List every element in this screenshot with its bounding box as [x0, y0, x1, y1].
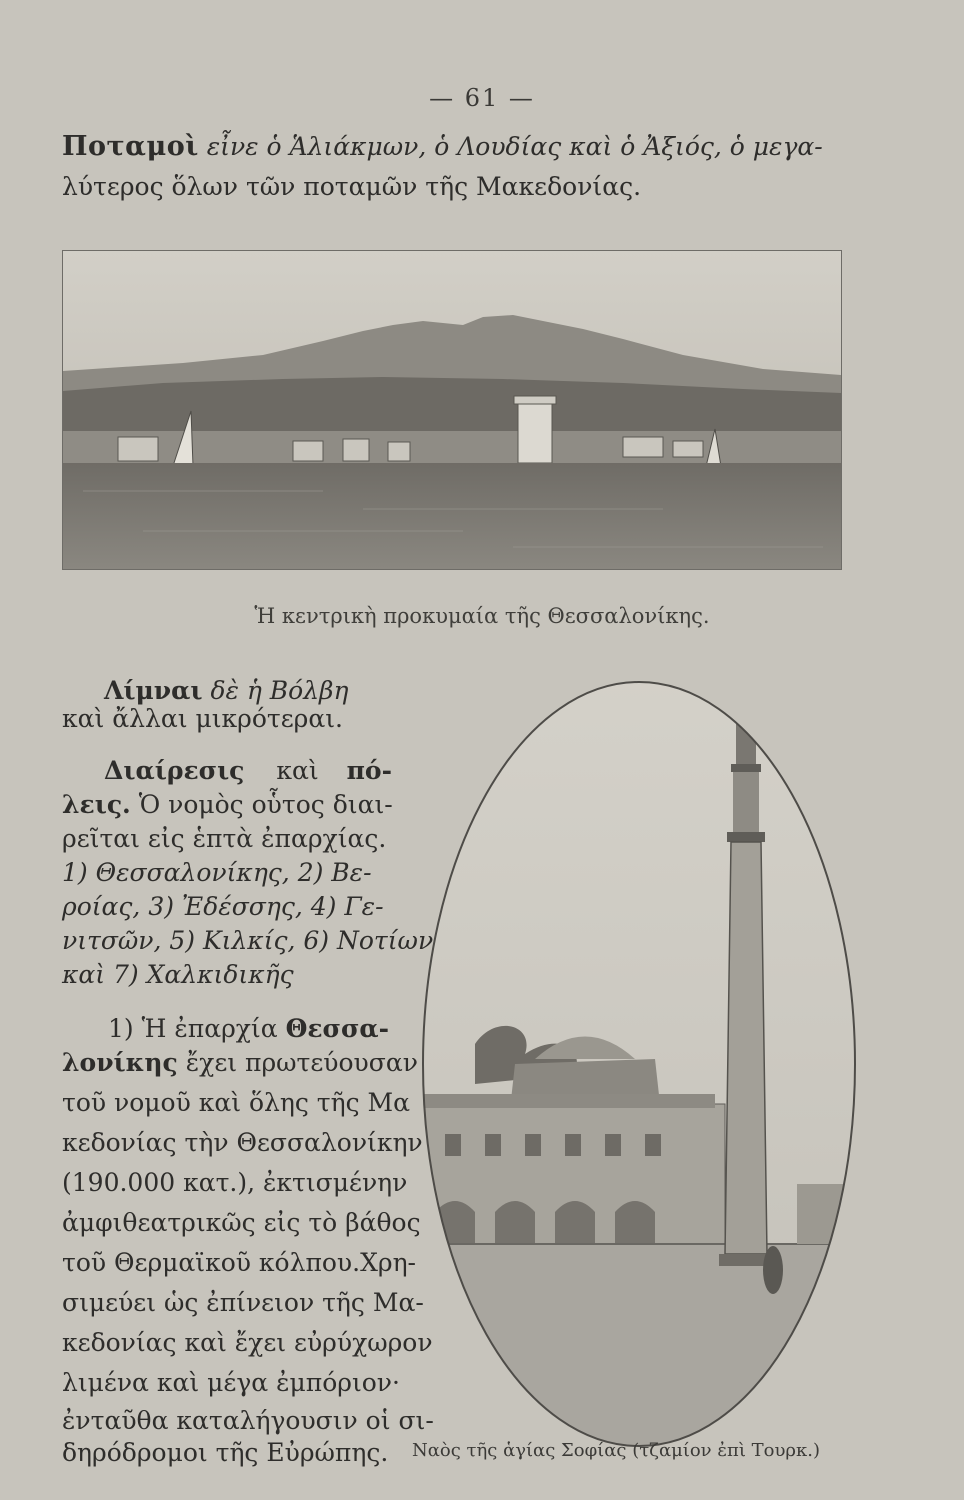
hagia-sophia-photo	[415, 664, 867, 1460]
lakes-line-1	[104, 676, 348, 706]
divisions-line-4: 1) Θεσσαλονίκης, 2) Βε-	[62, 858, 372, 887]
thess-line-1	[108, 1014, 389, 1044]
lakes-line-2: καὶ ἄλλαι μικρότεραι.	[62, 704, 343, 733]
divisions-heading-b: πό-	[346, 756, 392, 785]
thess-text-1: 1) Ἡ ἐπαρχία	[108, 1014, 278, 1043]
rivers-heading: Ποταμοὶ	[62, 131, 199, 162]
lakes-text-1: δὲ ἡ Βόλβη	[210, 676, 349, 705]
divisions-line-6: νιτσῶν, 5) Κιλκίς, 6) Νοτίων	[62, 926, 434, 955]
page-number: — 61 —	[429, 84, 535, 112]
thess-line-10: λιμένα καὶ μέγα ἐμπόριον·	[62, 1368, 400, 1397]
divisions-line-5: ροίας, 3) Ἐδέσσης, 4) Γε-	[62, 892, 384, 921]
thess-line-6: ἀμφιθεατρικῶς εἰς τὸ βάθος	[62, 1208, 421, 1237]
harbor-caption: Ἡ κεντρικὴ προκυμαία τῆς Θεσσαλονίκης.	[254, 604, 710, 628]
divisions-text-2: Ὁ νομὸς οὗτος διαι-	[138, 790, 393, 819]
divisions-heading-a: Διαίρεσις	[104, 756, 245, 785]
divisions-line-1	[104, 756, 392, 786]
thess-text-2: ἔχει πρωτεύουσαν	[185, 1048, 418, 1077]
hagia-sophia-illustration	[415, 664, 867, 1460]
divisions-line-3: ρεῖται εἰς ἑπτὰ ἐπαρχίας.	[62, 824, 387, 853]
thess-line-8: σιμεύει ὡς ἐπίνειον τῆς Μα-	[62, 1288, 424, 1317]
harbor-illustration	[63, 251, 841, 569]
thess-line-5: (190.000 κατ.), ἐκτισμένην	[62, 1168, 408, 1197]
thess-line-2	[62, 1048, 418, 1078]
thess-line-9: κεδονίας καὶ ἔχει εὐρύχωρον	[62, 1328, 433, 1357]
thess-heading-b: λονίκης	[62, 1048, 178, 1077]
divisions-line-2	[62, 790, 393, 820]
rivers-line-2: λύτερος ὅλων τῶν ποταμῶν τῆς Μακεδονίας.	[62, 172, 642, 201]
divisions-heading-kai: καὶ	[276, 756, 319, 785]
hagia-sophia-caption: Ναὸς τῆς ἁγίας Σοφίας (τζαμίον ἐπὶ Τουρκ.)	[412, 1440, 820, 1461]
divisions-heading-c: λεις.	[62, 790, 131, 819]
thess-line-7: τοῦ Θερμαϊκοῦ κόλπου.Χρη-	[62, 1248, 416, 1277]
rivers-text-1: εἶνε ὁ Ἁλιάκμων, ὁ Λουδίας καὶ ὁ Ἀξιός, ὁ μεγα-	[206, 132, 823, 161]
thess-heading-a: Θεσσα-	[285, 1014, 390, 1043]
thess-line-4: κεδονίας τὴν Θεσσαλονίκην	[62, 1128, 423, 1157]
thess-line-11: ἐνταῦθα καταλήγουσιν οἱ σι-	[62, 1406, 434, 1435]
lakes-heading: Λίμναι	[104, 676, 203, 705]
rivers-line-1	[62, 132, 823, 162]
harbor-photo	[62, 250, 842, 570]
thess-line-3: τοῦ νομοῦ καὶ ὅλης τῆς Μα	[62, 1088, 411, 1117]
divisions-line-7: καὶ 7) Χαλκιδικῆς	[62, 960, 294, 989]
thess-line-12: δηρόδρομοι τῆς Εὐρώπης.	[62, 1438, 389, 1467]
